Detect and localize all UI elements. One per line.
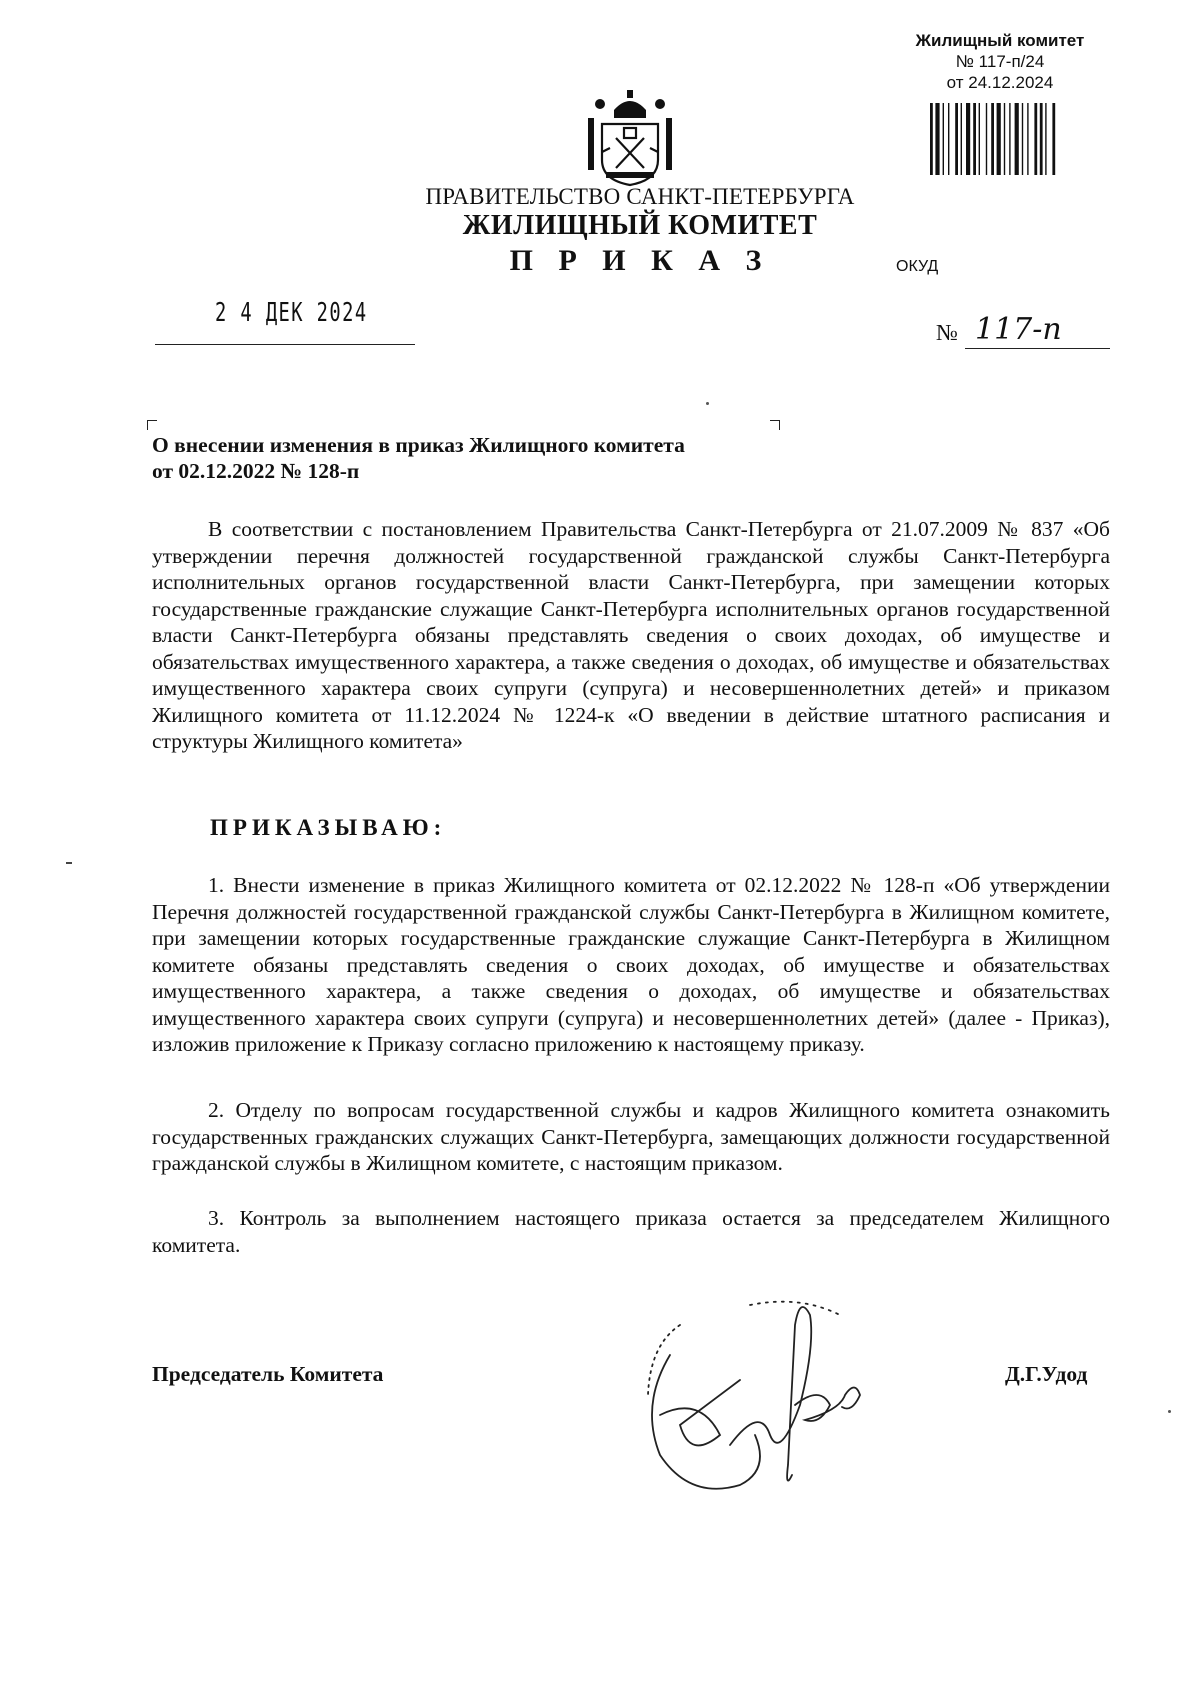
barcode-bar bbox=[1022, 103, 1023, 175]
subject-line-1: О внесении изменения в приказ Жилищного комитета bbox=[152, 433, 685, 457]
barcode-bar bbox=[979, 103, 980, 175]
signatory-name: Д.Г.Удод bbox=[1005, 1362, 1088, 1386]
document-subject bbox=[152, 432, 792, 484]
directive-heading: ПРИКАЗЫВАЮ: bbox=[210, 815, 447, 840]
okud-label: ОКУД bbox=[896, 258, 939, 275]
barcode-bar bbox=[1045, 103, 1046, 175]
barcode-bar bbox=[1040, 103, 1043, 175]
barcode-bar bbox=[997, 103, 1001, 175]
barcode-bar bbox=[935, 103, 939, 175]
barcode-bar bbox=[943, 103, 944, 175]
signatory-position: Председатель Комитета bbox=[152, 1362, 384, 1386]
registration-stamp bbox=[890, 30, 1110, 93]
order-item-3: 3. Контроль за выполнением настоящего приказа остается за председателем Жилищного комитета. bbox=[152, 1206, 1110, 1257]
date-underline bbox=[155, 344, 415, 345]
stamp-number: № 117-п/24 bbox=[955, 52, 1045, 71]
scan-speck bbox=[1168, 1410, 1171, 1413]
number-underline bbox=[965, 348, 1110, 349]
barcode-bar bbox=[1015, 103, 1019, 175]
order-item-1: 1. Внести изменение в приказ Жилищного комитета от 02.12.2022 № 128-п «Об утверждении Перечня должностей государственной гражданской службы Санкт-Петербурга в Жилищном комитете, при замещении которых государственные гражданские служащие Санкт-Петербурга в Жилищном комитете обязаны представлять сведения о своих доходах, об имуществе и обязательствах имущественного характера, а также сведения о доходах, об имуществе и обязательствах имущественного характера своих супруги (супруга) и несовершеннолетних детей» (далее - Приказ), изложив приложение к Приказу согласно приложению к настоящему приказу. bbox=[152, 873, 1110, 1056]
barcode-bar bbox=[961, 103, 962, 175]
barcode-bar bbox=[991, 103, 994, 175]
barcode-bar bbox=[1034, 103, 1037, 175]
subject-bracket-right bbox=[770, 420, 780, 430]
barcode-bar bbox=[930, 103, 933, 175]
date-stamp: 2 4 ДЕК 2024 bbox=[215, 298, 368, 328]
barcode-bar bbox=[1009, 103, 1010, 175]
subject-bracket-left bbox=[147, 420, 157, 430]
document-type-title: П Р И К А З bbox=[509, 244, 771, 277]
handwritten-signature bbox=[620, 1285, 890, 1515]
barcode-bar bbox=[986, 103, 987, 175]
scan-speck bbox=[706, 402, 709, 405]
stamp-organization: Жилищный комитет bbox=[915, 31, 1085, 50]
barcode-bar bbox=[973, 103, 976, 175]
barcode-bar bbox=[948, 103, 949, 175]
coat-of-arms-emblem bbox=[580, 88, 680, 188]
subject-line-2: от 02.12.2022 № 128-п bbox=[152, 459, 360, 483]
barcode-bar bbox=[1004, 103, 1005, 175]
barcode-bar bbox=[1052, 103, 1055, 175]
committee-name: ЖИЛИЩНЫЙ КОМИТЕТ bbox=[462, 210, 818, 241]
government-name: ПРАВИТЕЛЬСТВО САНКТ-ПЕТЕРБУРГА bbox=[425, 184, 855, 209]
barcode-bar bbox=[955, 103, 958, 175]
barcode-bar bbox=[1027, 103, 1028, 175]
number-label: № bbox=[936, 320, 958, 345]
barcode-bar bbox=[966, 103, 970, 175]
order-item-2: 2. Отделу по вопросам государственной службы и кадров Жилищного комитета ознакомить государственных гражданских служащих Санкт-Петербурга, замещающих должности государственной гражданской службы в Жилищном комитете, с настоящим приказом. bbox=[152, 1098, 1110, 1175]
preamble-paragraph: В соответствии с постановлением Правительства Санкт-Петербурга от 21.07.2009 № 837 «Об утверждении перечня должностей государственной гражданской службы Санкт-Петербурга исполнительных органов государственной власти Санкт-Петербурга, при замещении которых государственные гражданские служащие Санкт-Петербурга исполнительных органов государственной власти Санкт-Петербурга обязаны представлять сведения о своих доходах, об имуществе и обязательствах имущественного характера, а также сведения о доходах, об имуществе и обязательствах имущественного характера своих супруги (супруга) и несовершеннолетних детей» и приказом Жилищного комитета от 11.12.2024 № 1224-к «О введении в действие штатного расписания и структуры Жилищного комитета» bbox=[152, 517, 1110, 753]
scan-mark bbox=[66, 862, 72, 864]
handwritten-number: 117-п bbox=[975, 312, 1062, 347]
stamp-date: от 24.12.2024 bbox=[946, 73, 1054, 92]
barcode bbox=[930, 103, 1083, 175]
